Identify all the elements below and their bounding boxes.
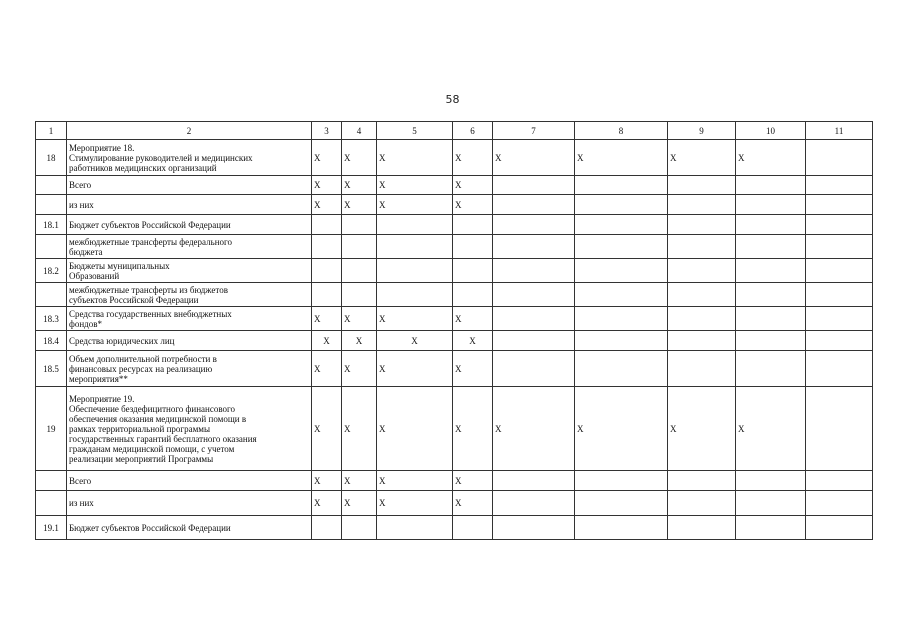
value-cell [668,516,736,540]
value-cell [736,259,806,283]
value-cell [736,176,806,195]
value-cell: X [377,331,453,351]
table-header-row [36,122,873,140]
value-cell: X [453,176,493,195]
description-line: Обеспечение бездефицитного финансового [69,403,235,414]
table-row [36,351,873,387]
value-cell: X [312,307,342,331]
value-cell [493,176,575,195]
description-line: субъектов Российской Федерации [69,294,199,305]
value-cell [736,307,806,331]
value-cell [736,351,806,387]
page-number: 58 [445,93,460,106]
table-row [36,176,873,195]
table-row [36,215,873,235]
value-cell: X [736,140,806,176]
value-cell [575,259,668,283]
value-cell: X [453,471,493,491]
value-cell [575,283,668,307]
value-cell: X [575,387,668,471]
row-description-cell [67,215,312,235]
value-cell [668,215,736,235]
value-cell: X [575,140,668,176]
row-number-cell: 18 [36,140,67,176]
value-cell [806,283,873,307]
value-cell: X [377,351,453,387]
value-cell [575,491,668,516]
value-cell [377,283,453,307]
value-cell: X [342,176,377,195]
table-row [36,331,873,351]
value-cell: X [453,351,493,387]
column-header: 7 [493,122,575,140]
value-cell [575,307,668,331]
column-header: 9 [668,122,736,140]
value-cell [668,307,736,331]
description-line: Бюджет субъектов Российской Федерации [69,219,231,230]
row-number-cell [36,283,67,307]
value-cell [806,471,873,491]
value-cell: X [312,471,342,491]
value-cell: X [736,387,806,471]
row-description-cell [67,491,312,516]
value-cell: X [342,387,377,471]
value-cell: X [377,176,453,195]
value-cell [806,195,873,215]
column-header: 1 [36,122,67,140]
value-cell: X [342,307,377,331]
value-cell [575,516,668,540]
value-cell [736,491,806,516]
table-row [36,283,873,307]
row-description-cell [67,387,312,471]
table-row [36,307,873,331]
description-line: обеспечения оказания медицинской помощи в [69,413,247,424]
table-row [36,516,873,540]
description-line: Объем дополнительной потребности в [69,353,217,364]
value-cell [342,259,377,283]
value-cell [493,351,575,387]
value-cell: X [668,387,736,471]
value-cell [668,259,736,283]
description-line: государственных гарантий бесплатного оказания [69,433,257,444]
description-line: из них [69,498,94,508]
value-cell: X [342,351,377,387]
value-cell [736,283,806,307]
value-cell [312,215,342,235]
table-row [36,195,873,215]
row-description-cell [67,351,312,387]
value-cell [736,195,806,215]
value-cell [377,259,453,283]
description-line: рамках территориальной программы [69,423,211,434]
value-cell [493,331,575,351]
value-cell [806,215,873,235]
value-cell: X [493,140,575,176]
row-number-cell: 18.4 [36,331,67,351]
value-cell [312,235,342,259]
value-cell [493,471,575,491]
value-cell: X [377,491,453,516]
value-cell: X [342,491,377,516]
row-description-cell [67,195,312,215]
row-number-cell [36,491,67,516]
table-row [36,140,873,176]
description-line: Мероприятие 19. [69,393,135,404]
row-number-cell [36,195,67,215]
description-line: Мероприятие 18. [69,142,135,153]
budget-table [35,121,873,540]
value-cell [668,176,736,195]
value-cell [312,283,342,307]
row-number-cell: 19 [36,387,67,471]
value-cell [575,195,668,215]
row-number-cell: 18.3 [36,307,67,331]
column-header: 6 [453,122,493,140]
value-cell [342,235,377,259]
value-cell [575,235,668,259]
description-line: Образований [69,270,120,281]
value-cell: X [342,331,377,351]
value-cell [806,307,873,331]
description-line: мероприятия** [69,373,128,384]
description-line: финансовых ресурсах на реализацию [69,363,213,374]
column-header: 2 [67,122,312,140]
description-line: межбюджетные трансферты федерального [69,236,232,247]
value-cell [453,215,493,235]
value-cell [453,516,493,540]
value-cell [377,235,453,259]
value-cell [453,283,493,307]
row-description-cell [67,283,312,307]
value-cell [493,259,575,283]
value-cell: X [312,176,342,195]
description-line: бюджета [69,246,103,257]
value-cell [806,331,873,351]
value-cell [377,215,453,235]
row-description-cell [67,471,312,491]
value-cell [736,516,806,540]
description-line: Средства юридических лиц [69,335,175,346]
row-number-cell: 18.1 [36,215,67,235]
column-header: 3 [312,122,342,140]
value-cell [806,516,873,540]
row-number-cell [36,235,67,259]
value-cell [736,235,806,259]
value-cell: X [453,307,493,331]
value-cell [312,516,342,540]
value-cell: X [453,140,493,176]
value-cell: X [377,195,453,215]
value-cell: X [453,387,493,471]
value-cell: X [493,387,575,471]
table-row [36,259,873,283]
value-cell [493,215,575,235]
value-cell: X [312,387,342,471]
row-description-cell [67,516,312,540]
row-number-cell: 18.5 [36,351,67,387]
value-cell: X [312,491,342,516]
value-cell [342,283,377,307]
column-header: 5 [377,122,453,140]
value-cell: X [377,307,453,331]
value-cell: X [312,195,342,215]
row-number-cell: 19.1 [36,516,67,540]
description-line: реализации мероприятий Программы [69,453,214,464]
description-line: фондов* [69,318,102,329]
value-cell [575,215,668,235]
value-cell [806,176,873,195]
value-cell [453,235,493,259]
value-cell [493,235,575,259]
table-row [36,471,873,491]
description-line: Всего [69,180,92,190]
column-header: 10 [736,122,806,140]
row-description-cell [67,176,312,195]
value-cell [312,259,342,283]
table-row [36,235,873,259]
value-cell [806,387,873,471]
row-number-cell [36,176,67,195]
description-line: работников медицинских организаций [69,162,217,173]
value-cell [342,516,377,540]
value-cell [493,516,575,540]
row-description-cell [67,259,312,283]
value-cell [377,516,453,540]
value-cell: X [312,140,342,176]
description-line: Бюджеты муниципальных [69,260,170,271]
value-cell [575,331,668,351]
value-cell: X [377,387,453,471]
value-cell [806,140,873,176]
value-cell [806,491,873,516]
value-cell [806,351,873,387]
value-cell: X [342,471,377,491]
column-header: 8 [575,122,668,140]
value-cell [668,351,736,387]
value-cell [342,215,377,235]
value-cell [493,195,575,215]
table-body [36,140,873,540]
description-line: Бюджет субъектов Российской Федерации [69,522,231,533]
value-cell [668,283,736,307]
value-cell: X [453,331,493,351]
row-description-cell [67,307,312,331]
row-description-cell [67,331,312,351]
value-cell: X [312,331,342,351]
value-cell [668,331,736,351]
value-cell [493,491,575,516]
description-line: межбюджетные трансферты из бюджетов [69,284,228,295]
description-line: из них [69,199,94,210]
value-cell [668,491,736,516]
value-cell: X [377,471,453,491]
row-description-cell [67,140,312,176]
value-cell [575,471,668,491]
value-cell [668,471,736,491]
description-line: Всего [69,475,92,486]
value-cell [493,307,575,331]
value-cell [668,195,736,215]
value-cell [736,215,806,235]
row-description-cell [67,235,312,259]
value-cell: X [312,351,342,387]
row-number-cell: 18.2 [36,259,67,283]
value-cell [736,331,806,351]
row-number-cell [36,471,67,491]
value-cell [736,471,806,491]
value-cell: X [453,195,493,215]
table-row [36,491,873,516]
value-cell [668,235,736,259]
description-line: гражданам медицинской помощи, с учетом [69,443,235,454]
value-cell: X [342,195,377,215]
value-cell: X [342,140,377,176]
value-cell [575,176,668,195]
value-cell [806,259,873,283]
value-cell: X [668,140,736,176]
value-cell: X [377,140,453,176]
description-line: Средства государственных внебюджетных [69,308,232,319]
value-cell [493,283,575,307]
description-line: Стимулирование руководителей и медицинских [69,152,253,163]
value-cell [575,351,668,387]
table-row [36,387,873,471]
value-cell [806,235,873,259]
column-header: 11 [806,122,873,140]
column-header: 4 [342,122,377,140]
value-cell [453,259,493,283]
value-cell: X [453,491,493,516]
